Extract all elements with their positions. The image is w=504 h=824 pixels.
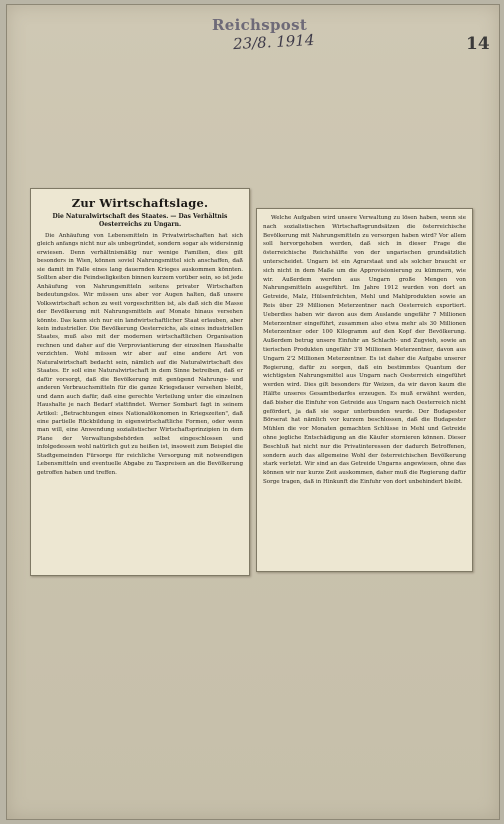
article-column-left: Die Anhäufung von Lebensmitteln in Privatwirtschaften hat sich gleich anfangs nicht nur als unbegründet, sondern sogar als widersinnig erwiesen. Denn verhältnismäßig nur wenige Familien, dies gilt besonders in Wien, können soviel Nahrungsmittel sich anschaffen, daß sie damit im Falle eines lang dauernden Krieges auskommen könnten. Sollten aber die Feindseligkeiten binnen kurzem vorüber sein, so ist jede Anhäufung von Nahrungsmitteln seitens privater Wirtschaften bedeutungslos. Wir müssen uns aber vor Augen halten, daß unsere Volkswirtschaft schon zu weit vorgeschritten ist, als daß sich die Masse der Bevölkerung mit Nahrungsmitteln auf Monate hinaus versehen könnte. Das kann sich nur ein landwirtschaftlicher Staat erlauben, aber kein industrieller. Die Bevölkerung Oesterreichs, als eines industriellen Staates, muß also mit der modernen wirtschaftlichen Organisation rechnen und daher auf die Verproviantierung der einzelnen Haushalte verzichten. Wohl müssen wir aber auf eine andere Art von Naturalwirtschaft bedacht sein, nämlich auf die Naturalwirtschaft des Staates. Er soll eine Naturalwirtschaft in dem Sinne betreiben, daß er dafür vorsorgt, daß die Bevölkerung mit genügend Nahrungs- und anderen Verbrauchsmitteln für die ganze Kriegsdauer versehen bleibt, und dann auch dafür, daß eine gerechte Verteilung unter die einzelnen Haushalte je nach Bedarf stattfindet. Werner Sombart fagt in seinem Artikel: „Betrachtungen eines Nationalökonomen in Kriegszeiten", daß eine partielle Rückbildung in eigenwirtschaftliche Formen, oder wenn man will, eine Anwendung sozialistischer Wirtschaftsprinzipien in dem Plane der Verwaltungsbehörden selbst eingeschlossen und infolgedessen wohl natürlich gut zu heißen ist, insoweit zum Beispiel die Stadtgemeinden Fürsorge für reichliche Versorgung mit notwendigen Lebensmitteln und eventuelle Abgabe zu Taxpreisen an die Bevölkerung getroffen haben und treffen.	[37, 233, 243, 476]
clipping-left	[30, 188, 250, 576]
handwritten-date: 23/8. 1914	[232, 30, 315, 54]
page-number: 14	[466, 34, 490, 54]
article-headline: Zur Wirtschaftslage.	[71, 196, 209, 210]
clipping-right	[256, 208, 473, 572]
article-subheadline: Die Naturalwirtschaft des Staates. — Das Verhältnis Oesterreichs zu Ungarn.	[52, 213, 228, 228]
newspaper-stamp: Reichspost	[212, 16, 308, 34]
article-column-right: Welche Aufgaben wird unsere Verwaltung zu lösen haben, wenn sie nach sozialistischen Wirtschaftsgrundsätzen die österreichische Bevölkerung mit Nahrungsmitteln zu versorgen haben wird? Vor allem soll hervorgehoben werden, daß sich in dieser Frage die österreichische Reichshälfte von der ungarischen grundsätzlich unterscheidet. Ungarn ist ein Agrarstaat und als solcher braucht er sich nicht in dem Maße um die Approvisionierung zu kümmern, wie wir. Außerdem werden aus Ungarn große Mengen von Nahrungsmitteln ausgeführt. Im Jahre 1912 wurden von dort an Getreide, Malz, Hülsenfrüchten, Mehl und Mahlprodukten sowie an Reis über 29 Millionen Meterzentner nach Oesterreich exportiert. Ueberdies haben wir davon aus dem Auslande ungefähr 7 Millionen Meterzentner eingeführt, zusammen also etwa mehr als 30 Millionen Meterzentner oder 100 Kilogramm auf den Kopf der Bevölkerung. Außerdem betrug unsere Einfuhr an Schlacht- und Zugvieh, sowie an tierischen Produkten ungefähr 3'8 Millionen Meterzentner, davon aus Ungarn 2'2 Millionen Meterzentner. Es ist daher die Aufgabe unserer Regierung, dafür zu sorgen, daß ein bestimmtes Quantum der wichtigsten Nahrungsmittel aus Ungarn nach Oesterreich eingeführt werden wird. Dies gilt besonders für Weizen, da wir davon kaum die Hälfte unseres Gesamtbedarfes erzeugen. Es muß erwähnt werden, daß bisher die Einfuhr von Getreide aus Ungarn nach Oesterreich nicht gefördert, ja daß sie sogar unterbunden wurde. Der Budapester Börserat hat nämlich vor kurzem beschlossen, daß die Budapester Mühlen die vor Monaten gemachten Schlüsse in Mehl und Getreide ohne jegliche Entschädigung an die Käufer stornieren können. Dieser Beschluß hat nicht nur die Privatinteressen der dadurch Betroffenen, sondern auch das allgemeine Wohl der österreichischen Bevölkerung stark verletzt. Wir sind an das Getreide Ungarns angewiesen, ohne das können wir nur kurze Zeit auskommen, daher muß die Regierung dafür Sorge tragen, daß in Hinkunft die Einfuhr von dort unbehindert bleibt.	[263, 215, 466, 485]
